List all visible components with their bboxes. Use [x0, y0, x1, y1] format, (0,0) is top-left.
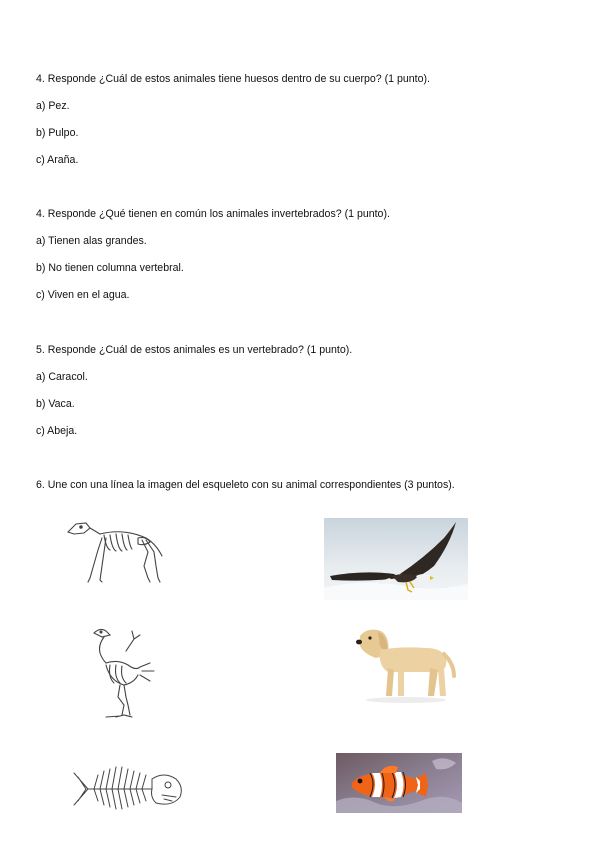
dog-photo[interactable]: [350, 624, 458, 706]
question-1-option-c: c) Araña.: [36, 154, 79, 166]
question-1-prompt: 4. Responde ¿Cuál de estos animales tiene huesos dentro de su cuerpo? (1 punto).: [36, 73, 430, 85]
question-1-option-a: a) Pez.: [36, 100, 70, 112]
question-3-option-c: c) Abeja.: [36, 425, 78, 437]
question-1-option-b: b) Pulpo.: [36, 127, 79, 139]
eagle-photo[interactable]: [324, 518, 468, 600]
question-2-option-a: a) Tienen alas grandes.: [36, 235, 147, 247]
question-2-option-b: b) No tienen columna vertebral.: [36, 262, 184, 274]
bird-skeleton-image[interactable]: [84, 625, 158, 723]
question-3-prompt: 5. Responde ¿Cuál de estos animales es un vertebrado? (1 punto).: [36, 344, 353, 356]
question-3-option-b: b) Vaca.: [36, 398, 75, 410]
clownfish-photo[interactable]: [336, 753, 462, 813]
question-2-option-c: c) Viven en el agua.: [36, 289, 130, 301]
question-2-prompt: 4. Responde ¿Qué tienen en común los animales invertebrados? (1 punto).: [36, 208, 390, 220]
question-4-prompt: 6. Une con una línea la imagen del esqueleto con su animal correspondientes (3 puntos).: [36, 479, 455, 491]
question-3-option-a: a) Caracol.: [36, 371, 88, 383]
dog-skeleton-image[interactable]: [64, 516, 166, 588]
fish-skeleton-image[interactable]: [72, 763, 184, 815]
